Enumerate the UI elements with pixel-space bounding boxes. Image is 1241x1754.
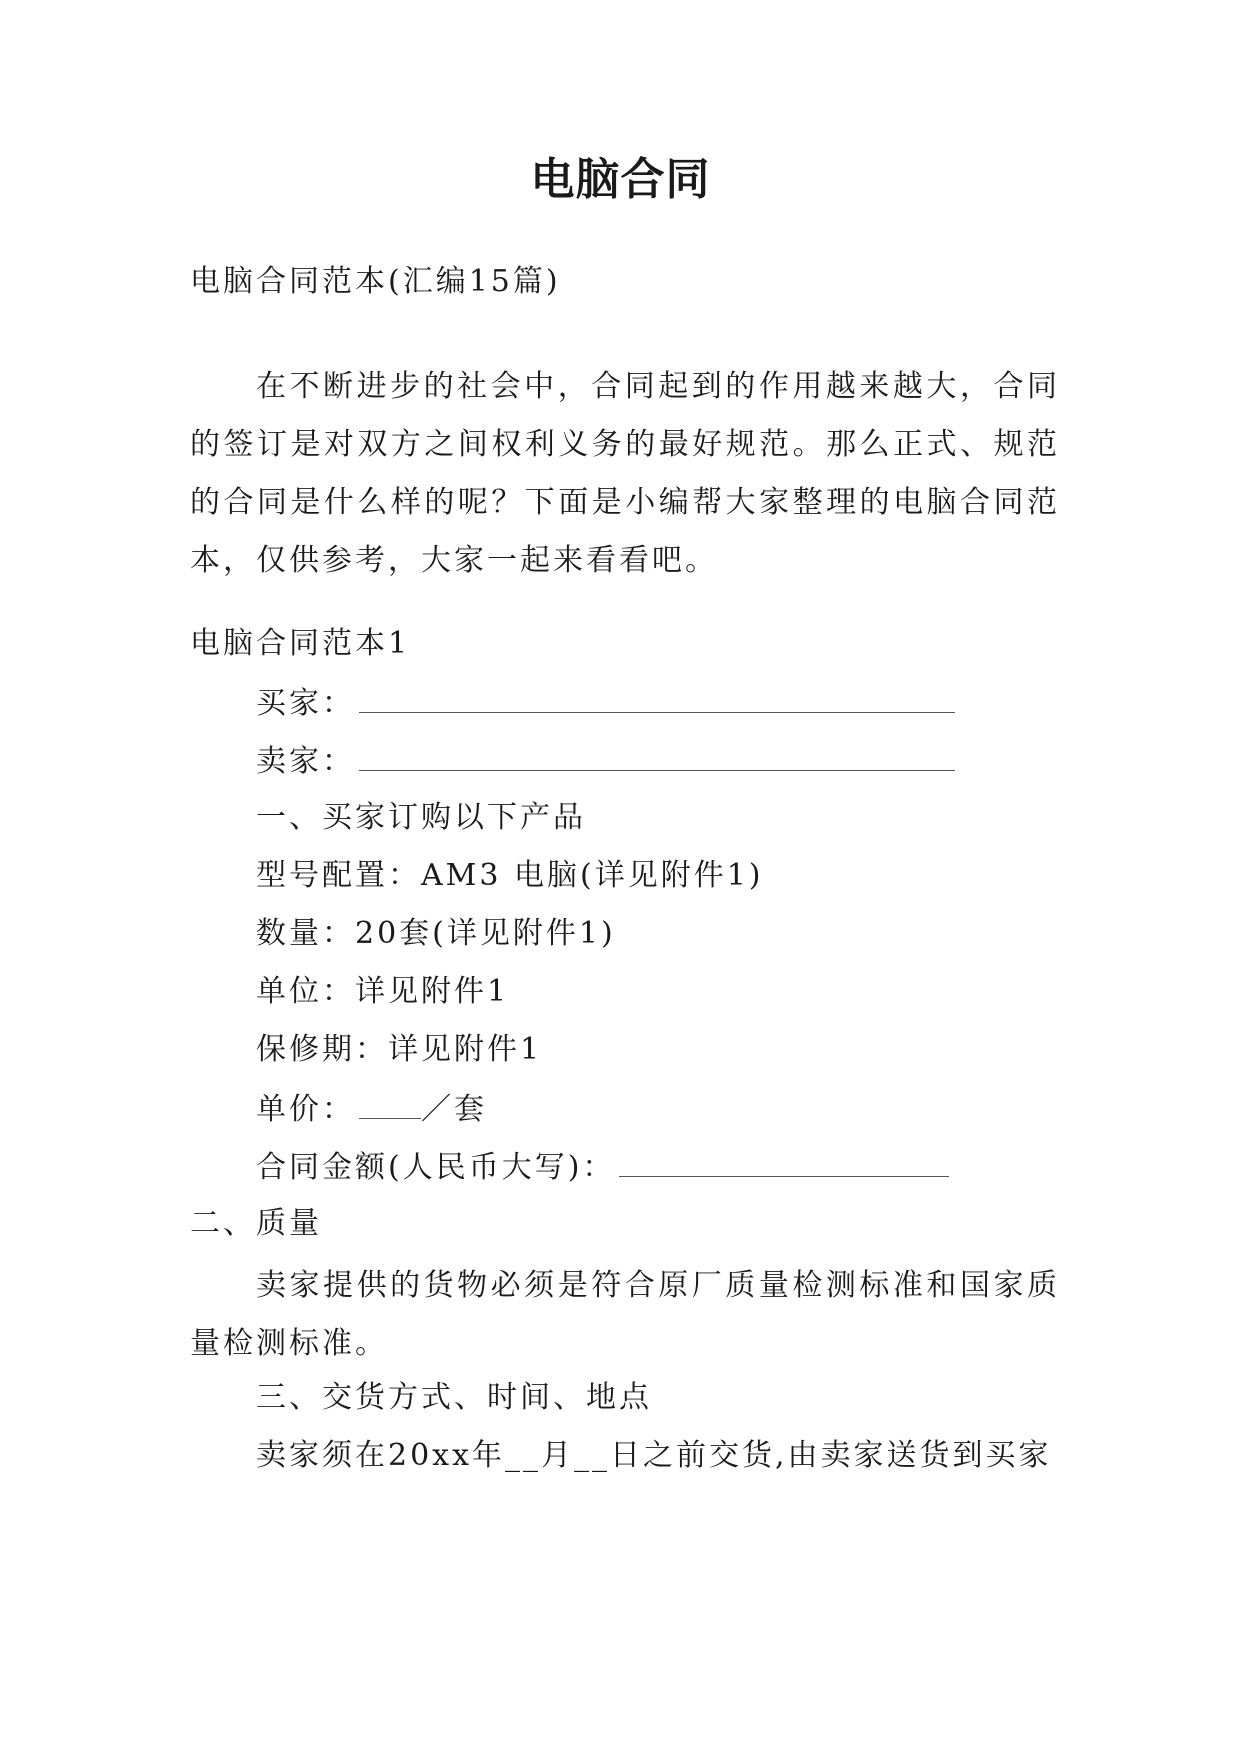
section-title: 电脑合同范本1	[190, 626, 411, 661]
clause-3-title: 三、交货方式、时间、地点	[256, 1380, 652, 1415]
model-config-line: 型号配置：AM3 电脑(详见附件1)	[256, 858, 764, 893]
clause-2-title: 二、质量	[190, 1206, 322, 1241]
quality-paragraph: 卖家提供的货物必须是符合原厂质量检测标准和国家质量检测标准。	[190, 1268, 1060, 1361]
clause-1-title: 一、买家订购以下产品	[256, 800, 586, 835]
unit-price-label: 单价：	[256, 1092, 355, 1127]
buyer-line	[256, 682, 955, 724]
seller-line	[256, 740, 955, 782]
unit-price-line	[256, 1088, 487, 1130]
delivery-line: 卖家须在20xx年__月__日之前交货,由卖家送货到买家	[256, 1438, 1052, 1473]
seller-blank	[359, 740, 955, 771]
unit-price-blank	[359, 1088, 421, 1119]
buyer-label: 买家：	[256, 686, 355, 721]
buyer-blank	[359, 682, 955, 713]
contract-amount-blank	[619, 1146, 949, 1177]
seller-label: 卖家：	[256, 744, 355, 779]
contract-amount-label: 合同金额(人民币大写)：	[256, 1150, 616, 1185]
intro-paragraph: 在不断进步的社会中，合同起到的作用越来越大，合同的签订是对双方之间权利义务的最好规范。那么正式、规范的合同是什么样的呢？下面是小编帮大家整理的电脑合同范本，仅供参考，大家一起来看看吧。	[190, 369, 1060, 578]
document-title: 电脑合同	[530, 154, 711, 205]
quantity-line: 数量：20套(详见附件1)	[256, 916, 616, 951]
warranty-line: 保修期：详见附件1	[256, 1032, 543, 1067]
document-subtitle: 电脑合同范本(汇编15篇)	[190, 264, 561, 299]
unit-line: 单位：详见附件1	[256, 974, 510, 1009]
unit-price-suffix: ／套	[421, 1092, 487, 1127]
contract-amount-line	[256, 1146, 949, 1188]
